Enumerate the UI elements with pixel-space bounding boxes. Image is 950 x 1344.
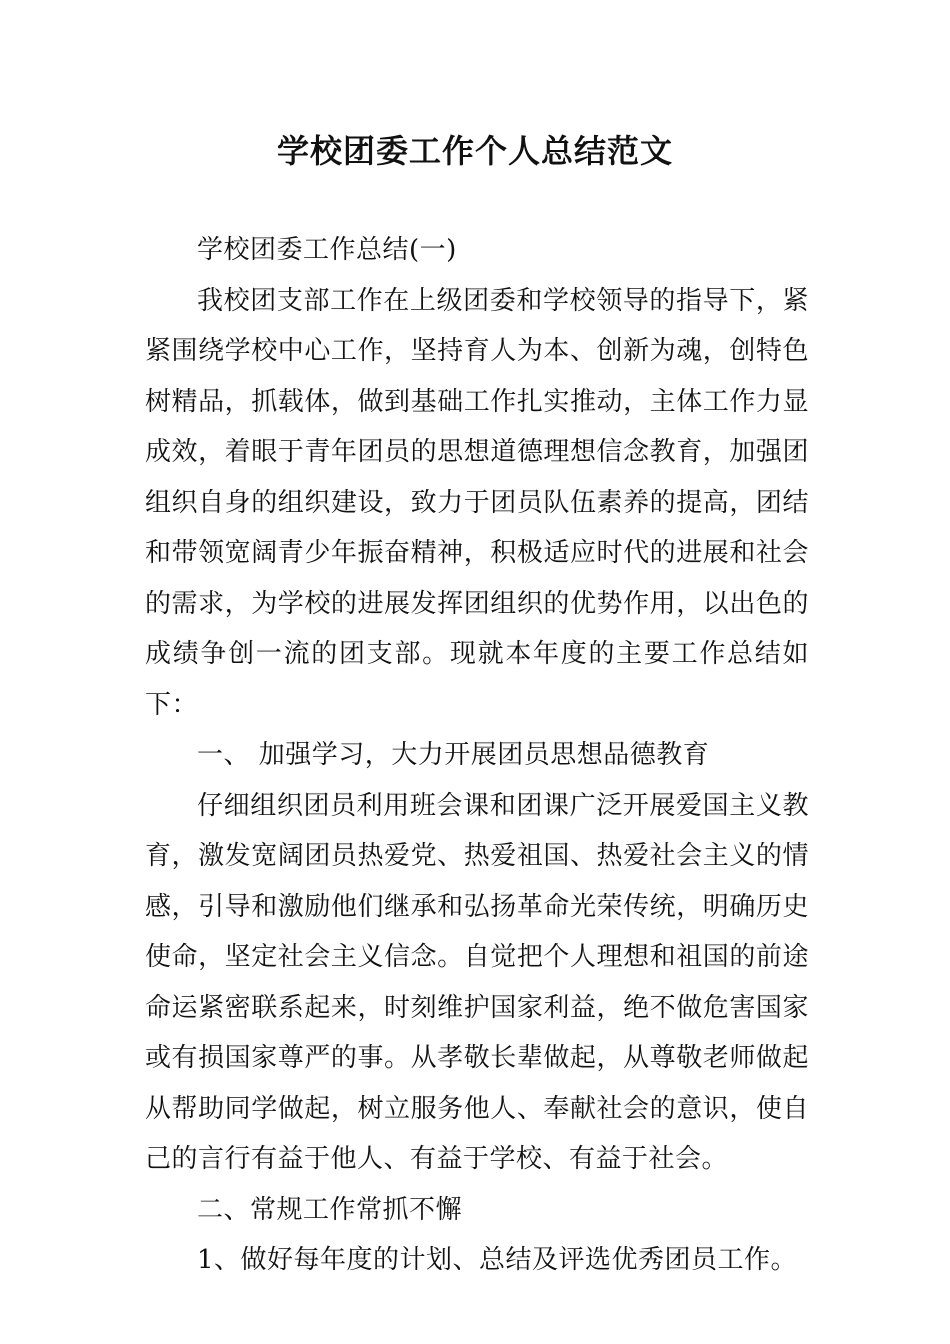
section-subtitle: 学校团委工作总结(一): [197, 235, 457, 265]
section-heading-1: 一、 加强学习，大力开展团员思想品德教育: [197, 740, 710, 770]
education-paragraph: 仔细组织团员利用班会课和团课广泛开展爱国主义教育，激发宽阔团员热爱党、热爱祖国、热爱社会主义的情感，引导和激励他们继承和弘扬革命光荣传统，明确历史使命，坚定社会主义信念。自觉把个人理想和祖国的前途命运紧密联系起来，时刻维护国家利益，绝不做危害国家或有损国家尊严的事。从孝敬长辈做起，从尊敬老师做起从帮助同学做起，树立服务他人、奉献社会的意识，使自己的言行有益于他人、有益于学校、有益于社会。: [145, 790, 809, 1174]
document-body: [145, 225, 809, 1286]
document-title: 学校团委工作个人总结范文: [276, 132, 673, 170]
section-heading-2: 二、常规工作常抓不懈: [197, 1194, 463, 1225]
intro-paragraph: 我校团支部工作在上级团委和学校领导的指导下，紧紧围绕学校中心工作，坚持育人为本、创新为魂，创特色树精品，抓载体，做到基础工作扎实推动，主体工作力显成效，着眼于青年团员的思想道德理想信念教育，加强团组织自身的组织建设，致力于团员队伍素养的提高，团结和带领宽阔青少年振奋精神，积极适应时代的进展和社会的需求，为学校的进展发挥团组织的优势作用，以出色的成绩争创一流的团支部。现就本年度的主要工作总结如下：: [145, 285, 809, 720]
list-item-1: 1、做好每年度的计划、总结及评选优秀团员工作。: [197, 1245, 798, 1275]
